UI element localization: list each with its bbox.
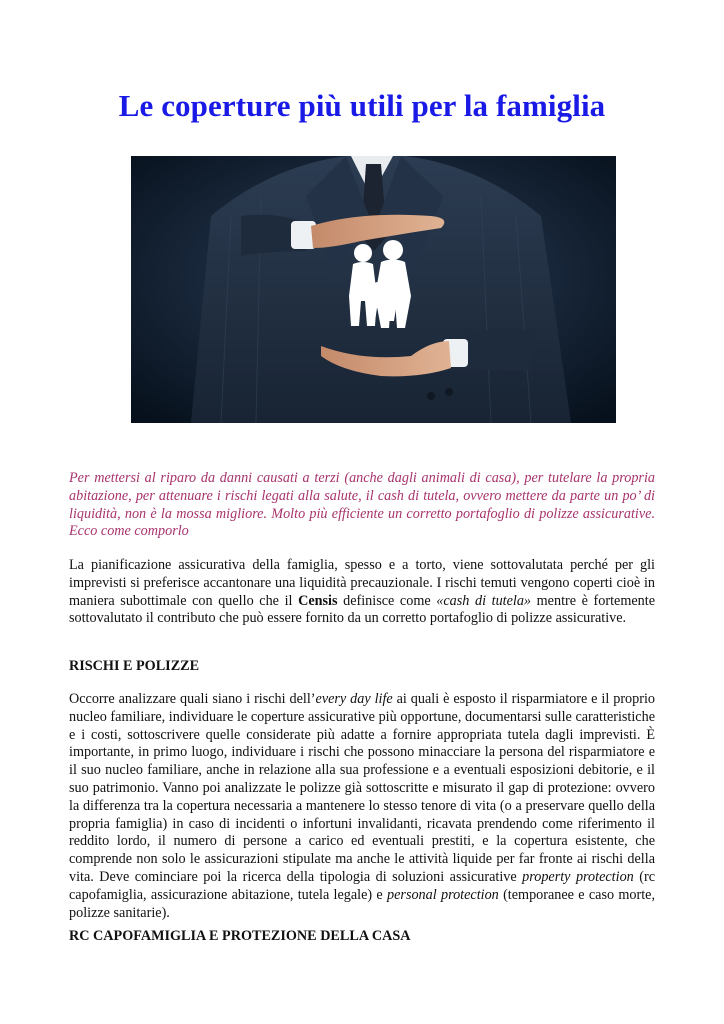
text-span: definisce come bbox=[337, 592, 437, 609]
italic-text: property protection bbox=[522, 868, 634, 885]
paragraph-intro bbox=[69, 557, 655, 628]
italic-text: «cash di tutela» bbox=[436, 592, 532, 609]
text-span: mentre è fortemente sottovalutato il contributo che può essere fornito da un corretto portafoglio di polizze assicurative. bbox=[69, 592, 655, 627]
hero-image bbox=[131, 156, 616, 423]
article-lead: Per mettersi al riparo da danni causati a terzi (anche dagli animali di casa), per tutelare la propria abitazione, per attenuare i rischi legati alla salute, il cash di tutela, ovvero mettere da parte un po’ di liquidità, non è la mossa migliore. Molto più efficiente un corretto portafoglio di polizze assicurative. Ecco come comporlo bbox=[69, 470, 655, 540]
text-span: (temporanee e caso morte, polizze sanitarie). bbox=[69, 886, 655, 921]
family-protection-icon bbox=[131, 156, 616, 423]
text-span: ai quali è esposto il risparmiatore e il proprio nucleo familiare, individuare le coperture assicurative più opportune, documentarsi sulle caratteristiche e i costi, sottoscrivere quelle considerate più adatte a fornire appropriata tutela dagli imprevisti. È importante, in primo luogo, individuare i rischi che possono minacciare la persona del risparmiatore e il suo nucleo familiare, anche in relazione alla sua professione e a eventuali esposizioni debitorie, e il suo patrimonio. Vanno poi analizzate le polizze già sottoscritte e misurato il gap di protezione: ovvero la differenza tra la copertura necessaria a mantenere lo stesso tenore di vita (o a preservare quello della propria famiglia) in caso di incidenti o infortuni invalidanti, ricavata prendendo come riferimento il reddito lordo, il numero di persone a carico ed eventuali prestiti, e la copertura esistente, che comprende non solo le assicurazioni stipulate ma anche le attività liquide per far fronte ai rischi della vita. Deve cominciare poi la ricerca della tipologia di soluzioni assicurative bbox=[69, 691, 655, 885]
paragraph-rischi bbox=[69, 691, 655, 922]
bold-text: Censis bbox=[298, 592, 338, 609]
text-span: La pianificazione assicurativa della famiglia, spesso e a torto, viene sottovalutata perché per gli imprevisti si preferisce accantonare una liquidità precauzionale. I rischi temuti vengono coperti cioè in maniera subottimale con quello che il bbox=[69, 557, 655, 609]
page-title: Le coperture più utili per la famiglia bbox=[118, 88, 606, 123]
section-heading-rischi: RISCHI E POLIZZE bbox=[69, 658, 200, 674]
text-span: Occorre analizzare quali siano i rischi dell’ bbox=[69, 691, 316, 707]
italic-text: personal protection bbox=[387, 886, 499, 903]
text-span: (rc capofamiglia, assicurazione abitazione, tutela legale) e bbox=[69, 868, 656, 903]
section-heading-rc: RC CAPOFAMIGLIA E PROTEZIONE DELLA CASA bbox=[69, 928, 411, 944]
italic-text: every day life bbox=[315, 691, 393, 707]
